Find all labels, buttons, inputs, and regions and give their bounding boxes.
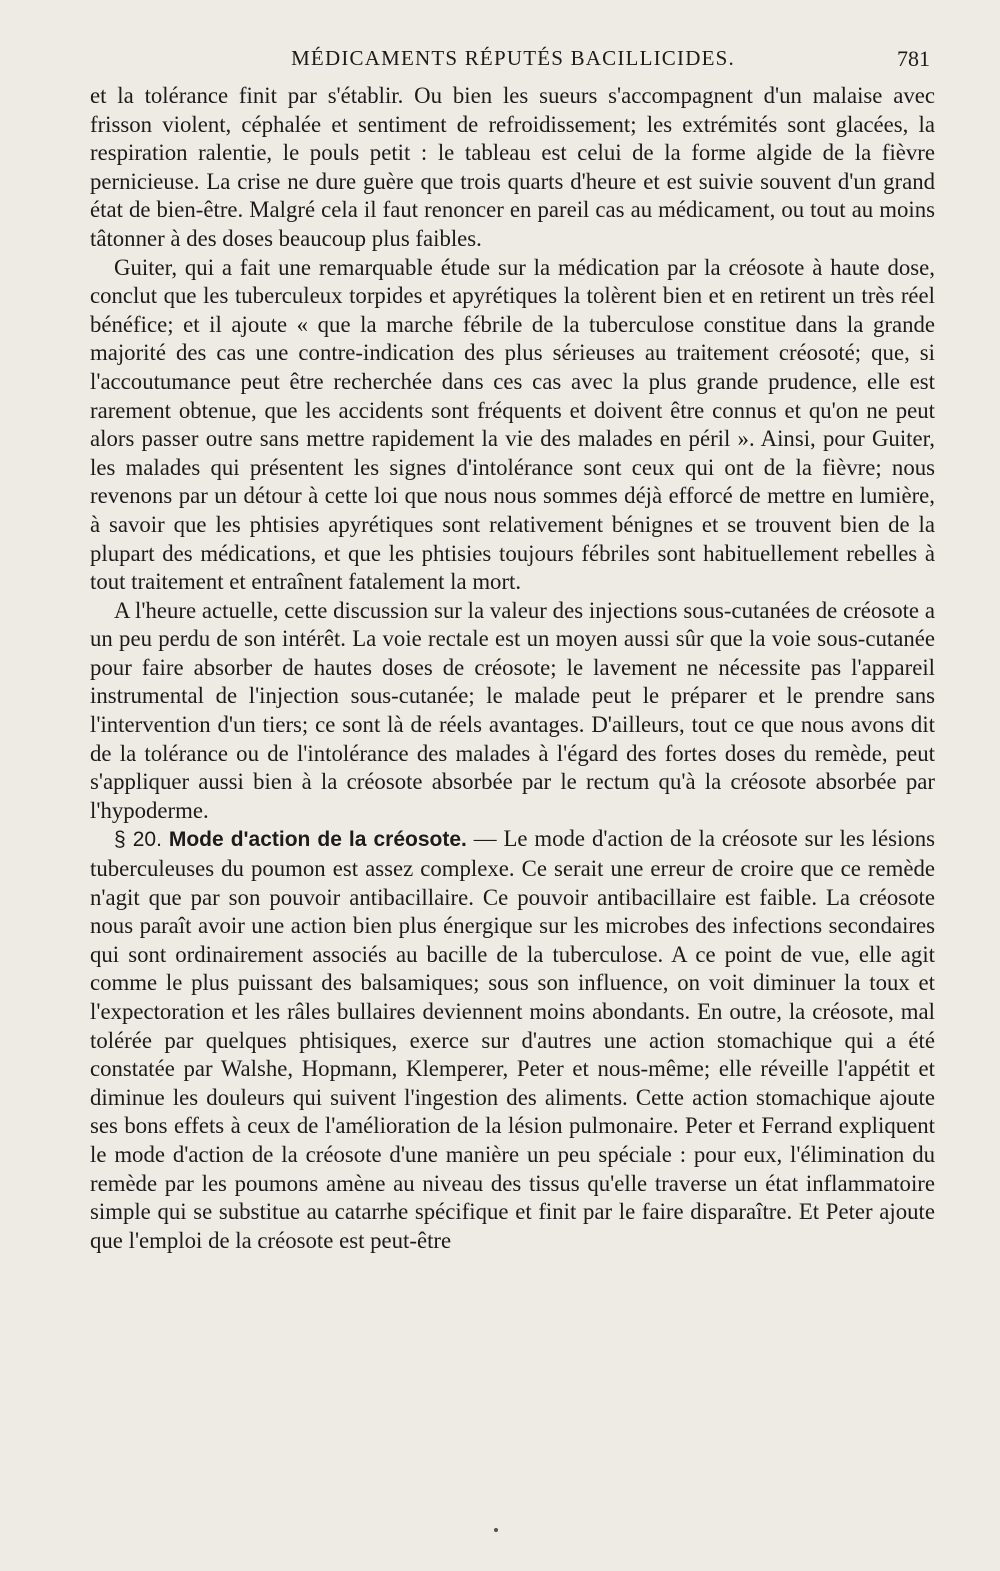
paragraph-guiter: Guiter, qui a fait une remarquable étude sur la médication par la créosote à haute dose, conclut que les tuberculeux torpides et apyrétiques la tolèrent bien et en retirent un très réel bénéfice; et il ajoute « que la marche fébrile de la tuberculose constitue dans la grande majorité des cas une contre-indication des plus sérieuses au traitement créosoté; que, si l'accoutumance peut être recherchée dans ces cas avec la plus grande prudence, elle est rarement obtenue, que les accidents sont fréquents et doivent être connus et qu'on ne peut alors passer outre sans mettre rapidement la vie des malades en péril ». Ainsi, pour Guiter, les malades qui présentent les signes d'intolérance sont ceux qui ont de la fièvre; nous revenons par un détour à cette loi que nous nous sommes déjà efforcé de mettre en lumière, à savoir que les phtisies apyrétiques sont relativement bénignes et se trouvent bien de la plupart des médications, et que les phtisies toujours fébriles sont habituellement rebelles à tout traitement et entraînent fatalement la mort. xyxy=(90,254,935,595)
section-text: — Le mode d'action de la créosote sur les lésions tuberculeuses du poumon est assez complexe. Ce serait une erreur de croire que ce remède n'agit que par son pouvoir antibacillaire. Ce pouvoir antibacillaire est faible. La créosote nous paraît avoir une action bien plus énergique sur les microbes des infections secondaires qui sont ordinairement associés au bacille de la tuberculose. A ce point de vue, elle agit comme le plus puissant des balsamiques; sous son influence, on voit diminuer la toux et l'expectoration et les râles bullaires deviennent moins abondants. En outre, la créosote, mal tolérée par quelques phtisiques, exerce sur d'autres une action stomachique qui a été constatée par Walshe, Hopmann, Klemperer, Peter et nous-même; elle réveille l'appétit et diminue les douleurs qui suivent l'ingestion des aliments. Cette action stomachique ajoute ses bons effets à ceux de l'amélioration de la lésion pulmonaire. Peter et Ferrand expliquent le mode d'action de la créosote d'une manière un peu spéciale : pour eux, l'élimination du remède par les poumons amène au niveau des tissus qu'elle traverse un état inflammatoire simple qui se substitue au catarrhe spécifique et finit par le faire disparaître. Et Peter ajoute que l'emploi de la créosote est peut-être xyxy=(90,826,935,1253)
page-speck xyxy=(494,1528,498,1532)
paragraph-rectal-route: A l'heure actuelle, cette discussion sur la valeur des injections sous-cutanées de créosote a un peu perdu de son intérêt. La voie rectale est un moyen aussi sûr que la voie sous-cutanée pour faire absorber de hautes doses de créosote; le lavement ne nécessite pas l'appareil instrumental de l'injection sous-cutanée; le malade peut le préparer et le prendre sans l'intervention d'un tiers; ce sont là de réels avantages. D'ailleurs, tout ce que nous avons dit de la tolérance ou de l'intolérance des malades à l'égard des fortes doses du remède, peut s'appliquer aussi bien à la créosote absorbée par le rectum qu'à la créosote absorbée par l'hypoderme. xyxy=(90,597,935,823)
running-title: MÉDICAMENTS RÉPUTÉS BACILLICIDES. xyxy=(291,46,735,70)
paragraph-continued: et la tolérance finit par s'établir. Ou bien les sueurs s'accompagnent d'un malaise avec frisson violent, céphalée et sentiment de refroidissement; les extrémités sont glacées, la respiration ralentie, le pouls petit : le tableau est celui de la forme algide de la fièvre pernicieuse. La crise ne dure guère que trois quarts d'heure et est suivie souvent d'un grand état de bien-être. Malgré cela il faut renoncer en pareil cas au médicament, ou tout au moins tâtonner à des doses beaucoup plus faibles. xyxy=(90,83,935,251)
section-heading: Mode d'action de la créosote. xyxy=(168,828,467,852)
section-mark: § 20. xyxy=(114,828,162,852)
page-number: 781 xyxy=(897,46,930,71)
body-text xyxy=(90,82,935,1255)
section-20-paragraph xyxy=(90,825,935,1255)
running-head xyxy=(88,46,938,78)
